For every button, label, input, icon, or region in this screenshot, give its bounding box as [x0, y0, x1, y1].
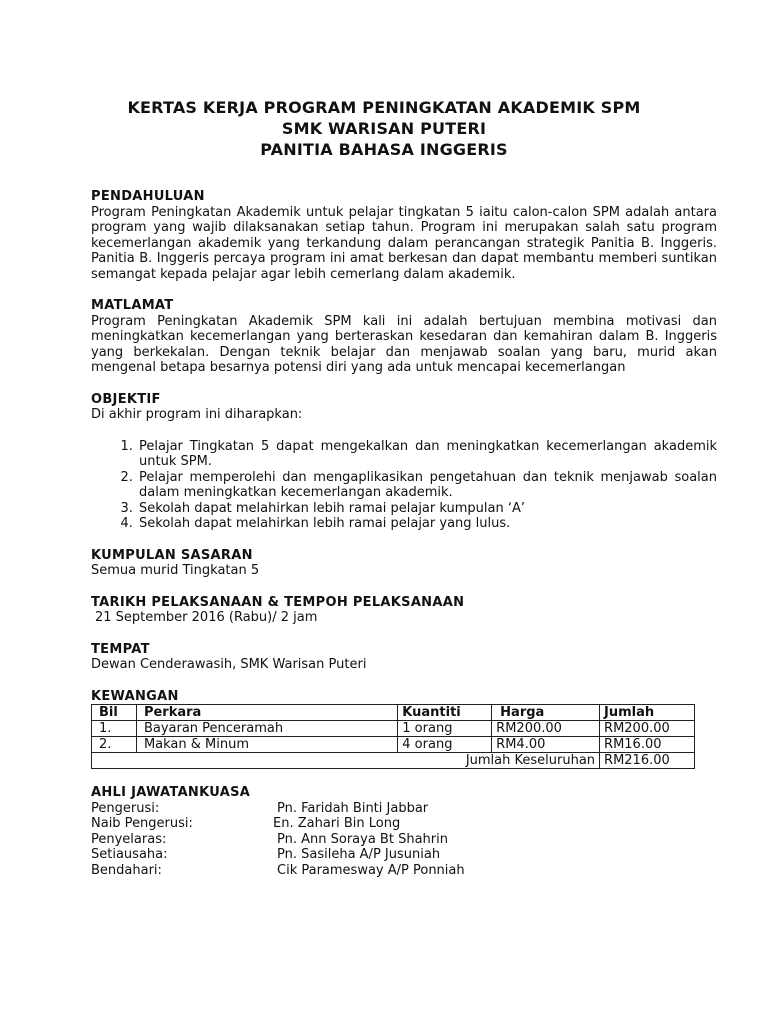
column-header: Harga [492, 705, 600, 721]
member-role: Bendahari: [91, 862, 162, 878]
member-name: Pn. Ann Soraya Bt Shahrin [277, 831, 448, 847]
total-value: RM216.00 [600, 753, 695, 769]
section-ahli-jawatankuasa [91, 785, 717, 878]
table-cell: Bayaran Penceramah [136, 721, 397, 737]
committee-list [91, 801, 717, 879]
section-heading: TEMPAT [91, 641, 150, 657]
section-text: Semua murid Tingkatan 5 [91, 563, 260, 578]
section-tempat [91, 642, 717, 673]
table-total-row [92, 753, 695, 769]
section-sasaran [91, 548, 717, 579]
table-cell: Makan & Minum [136, 737, 397, 753]
member-name: Pn. Sasileha A/P Jusuniah [277, 847, 441, 862]
section-heading: KUMPULAN SASARAN [91, 547, 253, 563]
section-text: 21 September 2016 (Rabu)/ 2 jam [95, 610, 318, 625]
section-text: Program Peningkatan Akademik untuk pelajar tingkatan 5 iaitu calon-calon SPM adalah antara program yang wajib dilaksanakan setiap tahun. Program ini merupakan salah satu program kecemerlangan akademik yang terkandung dalam perancangan strategik Panitia B. Inggeris. Panitia B. Inggeris percaya program ini amat berkesan dan dapat membantu memberi suntikan semangat kepada pelajar agar lebih cemerlang dalam akademik. [91, 204, 717, 282]
member-name: En. Zahari Bin Long [273, 816, 401, 831]
column-header: Bil [92, 705, 137, 721]
member-role: Naib Pengerusi: [91, 816, 193, 831]
panel-title: PANITIA BAHASA INGGERIS [260, 140, 508, 159]
section-objektif [91, 392, 717, 532]
member-name: Pn. Faridah Binti Jabbar [277, 800, 429, 816]
table-cell: 1. [92, 721, 137, 737]
section-heading: AHLI JAWATANKUASA [91, 785, 251, 800]
section-pendahuluan [91, 189, 717, 282]
section-heading: MATLAMAT [91, 298, 174, 313]
list-item: 2. Pelajar memperolehi dan mengaplikasikan pengetahuan dan teknik menjawab soalan dalam meningkatkan kecemerlangan akademik. [137, 470, 717, 501]
section-heading: PENDAHULUAN [91, 189, 205, 204]
table-row [92, 737, 695, 753]
table-cell: RM200.00 [600, 721, 695, 737]
list-item: 1. Pelajar Tingkatan 5 dapat mengekalkan dan meningkatkan kecemerlangan akademik untuk SPM. [137, 439, 717, 470]
section-matlamat [91, 298, 717, 376]
table-cell: 2. [92, 737, 137, 753]
table-cell: RM200.00 [492, 721, 600, 737]
section-heading: KEWANGAN [91, 688, 179, 704]
school-title: SMK WARISAN PUTERI [281, 119, 487, 138]
section-text: Program Peningkatan Akademik SPM kali ini adalah bertujuan membina motivasi dan meningkatkan kecemerlangan yang berteraskan kesedaran dan kemahiran dalam B. Inggeris yang berkekalan. Dengan teknik belajar dan menjawab soalan yang baru, murid akan mengenal betapa besarnya potensi diri yang ada untuk mencapai kecemerlangan [91, 313, 717, 375]
member-role: Pengerusi: [91, 800, 160, 816]
member-role: Penyelaras: [91, 831, 167, 847]
table-header-row [92, 705, 695, 721]
section-kewangan [91, 689, 717, 770]
table-cell: RM4.00 [492, 737, 600, 753]
column-header: Kuantiti [398, 705, 492, 721]
table-cell: RM16.00 [600, 737, 695, 753]
member-name: Cik Paramesway A/P Ponniah [277, 862, 465, 878]
objective-list [91, 439, 717, 532]
section-text: Dewan Cenderawasih, SMK Warisan Puteri [91, 657, 367, 672]
section-tarikh [91, 595, 717, 626]
document-titles [0, 97, 768, 160]
section-intro: Di akhir program ini diharapkan: [91, 407, 303, 422]
total-label: Jumlah Keseluruhan [92, 753, 600, 769]
column-header: Perkara [136, 705, 397, 721]
member-role: Setiausaha: [91, 847, 168, 862]
document-body [91, 189, 717, 878]
list-item: 4. Sekolah dapat melahirkan lebih ramai pelajar yang lulus. [137, 516, 717, 532]
table-cell: 1 orang [398, 721, 492, 737]
list-item: 3. Sekolah dapat melahirkan lebih ramai pelajar kumpulan ‘A’ [137, 501, 717, 517]
table-row [92, 721, 695, 737]
main-title: KERTAS KERJA PROGRAM PENINGKATAN AKADEMIK SPM [127, 98, 641, 117]
finance-table [91, 704, 695, 769]
section-heading: TARIKH PELAKSANAAN & TEMPOH PELAKSANAAN [91, 594, 465, 610]
table-cell: 4 orang [398, 737, 492, 753]
section-heading: OBJEKTIF [91, 391, 161, 407]
column-header: Jumlah [600, 705, 695, 721]
